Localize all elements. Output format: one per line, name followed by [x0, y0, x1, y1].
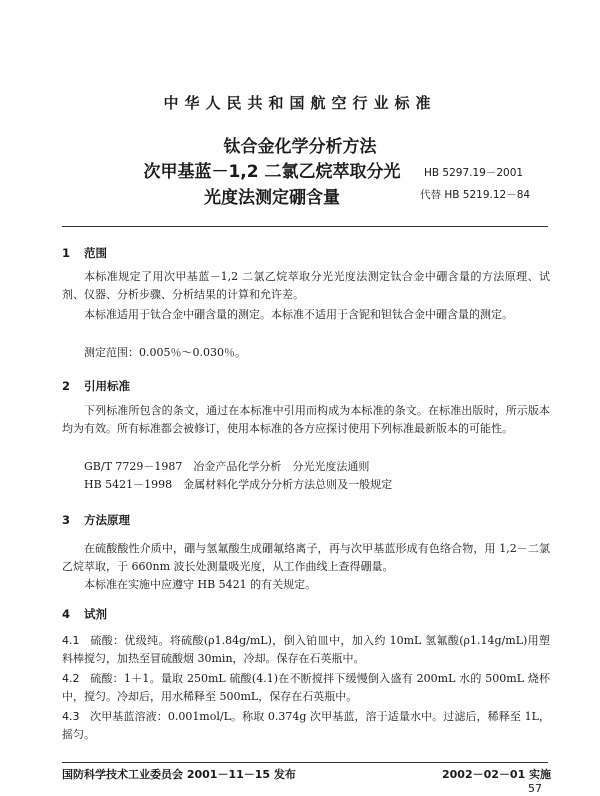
- reference-hb-5421: HB 5421－1998 金属材料化学成分分析方法总则及一般规定: [84, 478, 393, 491]
- section-1-paragraph-2: 本标准适用于钛合金中硼含量的测定。本标准不适用于含铌和钽钛合金中硼含量的测定。: [84, 308, 513, 321]
- section-3-paragraph-2: 本标准在实施中应遵守 HB 5421 的有关规定。: [84, 578, 317, 591]
- section-2-heading: [62, 378, 130, 394]
- item-number: 4.2: [62, 672, 80, 685]
- title-line-1: 钛合金化学分析方法: [223, 137, 377, 157]
- item-number: 4.3: [62, 710, 80, 723]
- section-number: 1: [62, 246, 71, 260]
- reagent-item-4-2: [62, 670, 550, 706]
- item-text: 次甲基蓝溶液：0.001mol/L。称取 0.374g 次甲基蓝，溶于适量水中。过滤后，稀释至 1L，摇匀。: [62, 710, 550, 741]
- section-title: 引用标准: [84, 379, 130, 393]
- section-3-paragraph-1: 在硫酸酸性介质中，硼与氢氟酸生成硼氟络离子，再与次甲基蓝形成有色络合物，用 1,2－二氯乙烷萃取，于 660nm 波长处测量吸光度，从工作曲线上查得硼量。: [62, 542, 550, 573]
- header-rule: [62, 226, 548, 227]
- footer-rule: [62, 762, 548, 763]
- effective-date: 2002－02－01 实施: [442, 768, 552, 781]
- standard-number: HB 5297.19－2001: [424, 167, 524, 179]
- document-header: 中华人民共和国航空行业标准: [163, 94, 437, 112]
- section-title: 试剂: [84, 607, 107, 621]
- replaced-standard: 代替 HB 5219.12－84: [420, 189, 531, 201]
- reagent-item-4-3: [62, 708, 550, 744]
- reagent-item-4-1: [62, 632, 550, 668]
- section-1-heading: [62, 245, 107, 261]
- reference-gb-7729: GB/T 7729－1987 冶金产品化学分析 分光光度法通则: [84, 460, 370, 473]
- page-number: 57: [528, 782, 542, 795]
- section-title: 方法原理: [84, 513, 130, 527]
- title-line-3: 光度法测定硼含量: [204, 188, 340, 208]
- item-text: 硫酸：优级纯。将硫酸(ρ1.84g/mL)，倒入铂皿中，加入约 10mL 氢氟酸(ρ1.14g/mL)用塑料棒搅匀，加热至冒硫酸烟 30min，冷却。保存在石英瓶中。: [62, 634, 550, 665]
- item-number: 4.1: [62, 634, 80, 647]
- section-2-paragraph: 下列标准所包含的条文，通过在本标准中引用而构成为本标准的条文。在标准出版时，所示版本均为有效。所有标准都会被修订，使用本标准的各方应探讨使用下列标准最新版本的可能性。: [62, 404, 550, 435]
- item-text: 硫酸：1＋1。量取 250mL 硫酸(4.1)在不断搅拌下缓慢倒入盛有 200mL 水的 500mL 烧杯中，搅匀。冷却后，用水稀释至 500mL，保存在石英瓶中。: [62, 672, 550, 703]
- section-title: 范围: [84, 246, 107, 260]
- issue-date: 国防科学技术工业委员会 2001－11－15 发布: [62, 768, 296, 781]
- section-number: 3: [62, 513, 71, 527]
- section-1-range: 测定范围：0.005％～0.030％。: [84, 346, 246, 359]
- section-3-heading: [62, 512, 130, 528]
- title-line-2: 次甲基蓝－1,2 二氯乙烷萃取分光: [143, 162, 401, 182]
- section-number: 2: [62, 379, 71, 393]
- section-1-paragraph-1: 本标准规定了用次甲基蓝－1,2 二氯乙烷萃取分光光度法测定钛合金中硼含量的方法原理、试剂、仪器、分析步骤、分析结果的计算和允许差。: [62, 270, 550, 301]
- section-4-heading: [62, 606, 107, 622]
- section-number: 4: [62, 607, 71, 621]
